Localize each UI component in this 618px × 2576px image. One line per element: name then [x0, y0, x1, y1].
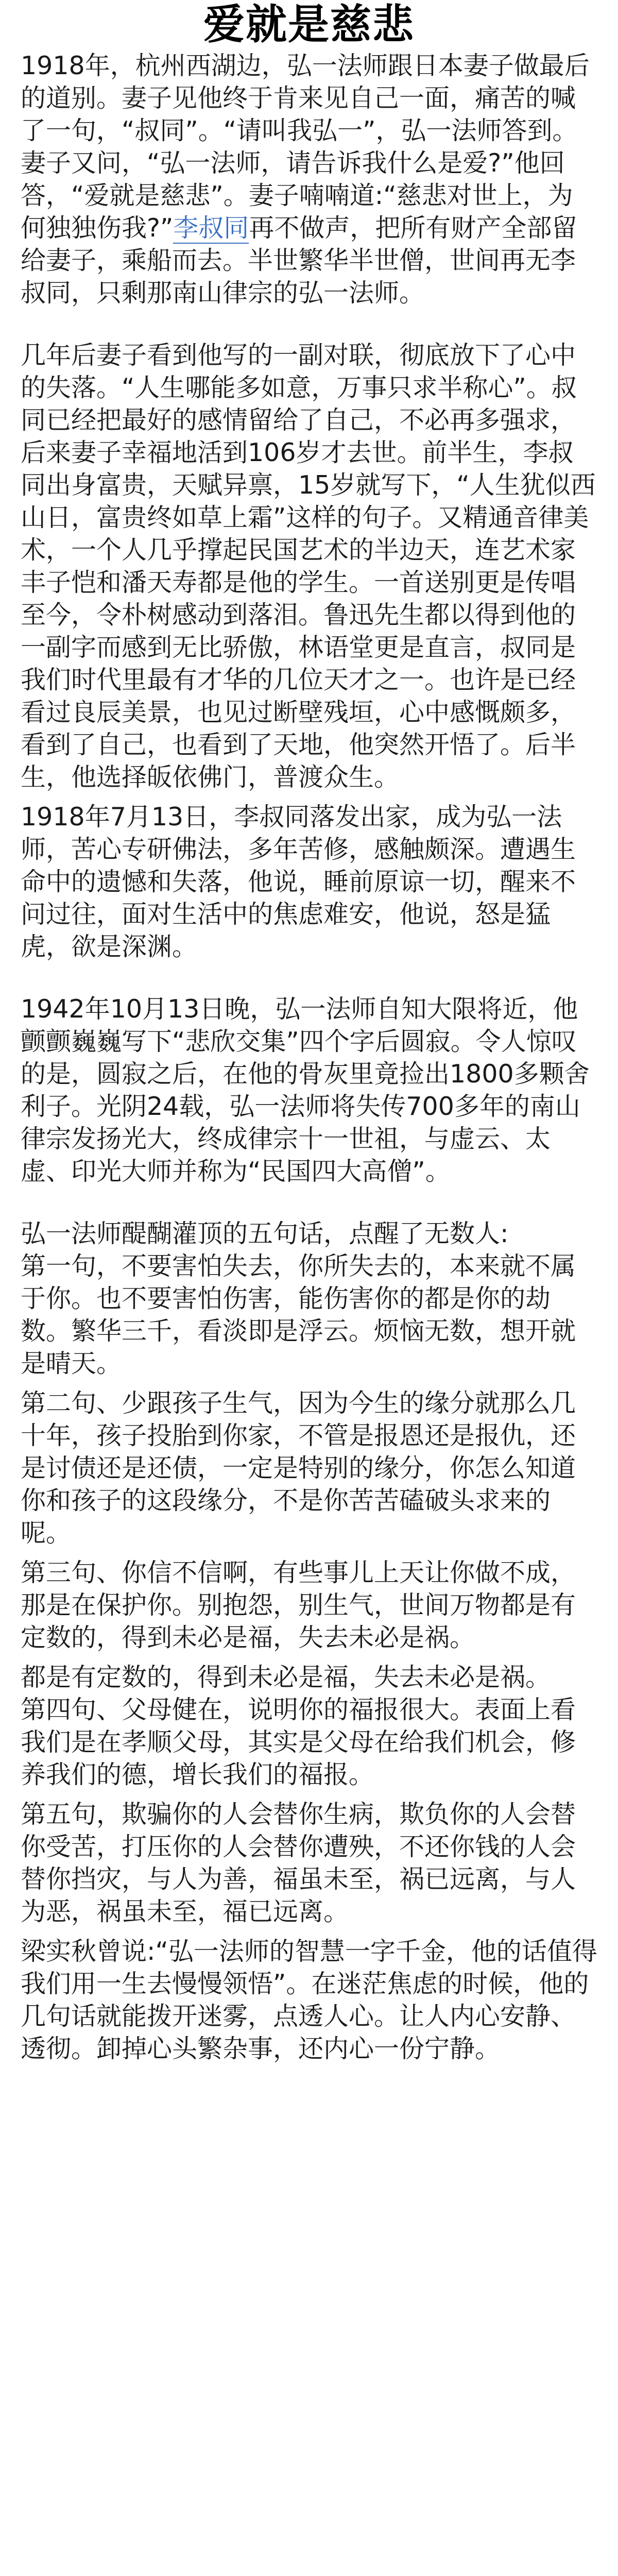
paragraph-spacer [21, 309, 597, 339]
paragraph-saying-four: 第四句、父母健在，说明你的福报很大。表面上看我们是在孝顺父母，其实是父母在给我们机会，修养我们的德，增长我们的福报。 [21, 1695, 576, 1789]
paragraph-spacer [21, 793, 597, 801]
paragraph-nirvana: 1942年10月13日晚，弘一法师自知大限将近，他颤颤巍巍写下“悲欣交集”四个字后圆寂。令人惊叹的是，圆寂之后，在他的骨灰里竟捡出1800多颗舍利子。光阴24载，弘一法师将失传700多年的南山律宗发扬光大，终成律宗十一世祖，与虚云、太虚、印光大师并称为“民国四大高僧”。 [21, 994, 590, 1186]
paragraph-farewell [21, 49, 597, 309]
paragraph-saying-two: 第二句、少跟孩子生气，因为今生的缘分就那么几十年，孩子投胎到你家，不管是报恩还是报仇，还是讨债还是还债，一定是特别的缘分，你怎么知道你和孩子的这段缘分，不是你苦苦磕破头求来的呢。 [21, 1388, 576, 1548]
paragraph-spacer [21, 1928, 597, 1935]
paragraph-spacer [21, 1188, 597, 1217]
paragraph-saying-one: 第一句，不要害怕失去，你所失去的，本来就不属于你。也不要害怕伤害，能伤害你的都是你的劫数。繁华三千，看淡即是浮云。烦恼无数，想开就是晴天。 [21, 1251, 576, 1378]
paragraph-saying-three: 第三句、你信不信啊，有些事儿上天让你做不成，那是在保护你。别抱怨，别生气，世间万物都是有定数的，得到未必是福，失去未必是祸。 [21, 1558, 576, 1652]
article-title: 爱就是慈悲 [203, 1, 415, 48]
paragraph-five-sayings-intro: 弘一法师醍醐灌顶的五句话，点醒了无数人: [21, 1219, 509, 1248]
article-body [21, 49, 597, 2065]
paragraph-farewell-text: 1918年，杭州西湖边，弘一法师跟日本妻子做最后的道别。妻子见他终于肯来见自己一面，痛苦的喊了一句，“叔同”。“请叫我弘一”，弘一法师答到。妻子又问，“弘一法师，请告诉我什么是爱?”他回答，“爱就是慈悲”。妻子喃喃道:“慈悲对世上，为何独独伤我?” [21, 51, 590, 243]
paragraph-farewell-text-end: 再不做声，把所有财产全部留给妻子，乘船而去。半世繁华半世僧，世间再无李叔同，只剩那南山律宗的弘一法师。 [21, 213, 577, 308]
paragraph-spacer [21, 1791, 597, 1798]
paragraph-spacer [21, 1654, 597, 1661]
paragraph-couplet: 几年后妻子看到他写的一副对联，彻底放下了心中的失落。“人生哪能多如意，万事只求半称心”。叔同已经把最好的感情留给了自己，不必再多强求，后来妻子幸福地活到106岁才去世。前半生，李叔同出身富贵，天赋异禀，15岁就写下，“人生犹似西山日，富贵终如草上霜”这样的句子。又精通音律美术，一个人几乎撑起民国艺术的半边天，连艺术家丰子恺和潘天寿都是他的学生。一首送别更是传唱至今，令朴树感动到落泪。鲁迅先生都以得到他的一副字而感到无比骄傲，林语堂更是直言，叔同是我们时代里最有才华的几位天才之一。也许是已经看过良辰美景，也见过断壁残垣，心中感慨颇多，看到了自己，也看到了天地，他突然开悟了。后半生，他选择皈依佛门，普渡众生。 [21, 341, 596, 792]
paragraph-ordination: 1918年7月13日，李叔同落发出家，成为弘一法师，苦心专研佛法，多年苦修，感触颇深。遭遇生命中的遗憾和失落，他说，睡前原谅一切，醒来不问过往，面对生活中的焦虑难安，他说，怒是猛虎，欲是深渊。 [21, 802, 576, 961]
paragraph-spacer [21, 1549, 597, 1556]
paragraph-spacer [21, 1380, 597, 1387]
li-shutong-link[interactable]: 李叔同 [173, 213, 249, 243]
paragraph-spacer [21, 963, 597, 993]
paragraph-saying-three-repeat: 都是有定数的，得到未必是福，失去未必是祸。 [21, 1663, 551, 1692]
paragraph-liang-shiqiu-quote: 梁实秋曾说:“弘一法师的智慧一字千金，他的话值得我们用一生去慢慢领悟”。在迷茫焦虑的时候，他的几句话就能拨开迷雾，点透人心。让人内心安静、透彻。卸掉心头繁杂事，还内心一份宁静。 [21, 1937, 597, 2063]
paragraph-saying-five: 第五句，欺骗你的人会替你生病，欺负你的人会替你受苦，打压你的人会替你遭殃，不还你钱的人会替你挡灾，与人为善，福虽未至，祸已远离，与人为恶，祸虽未至，福已远离。 [21, 1800, 576, 1926]
